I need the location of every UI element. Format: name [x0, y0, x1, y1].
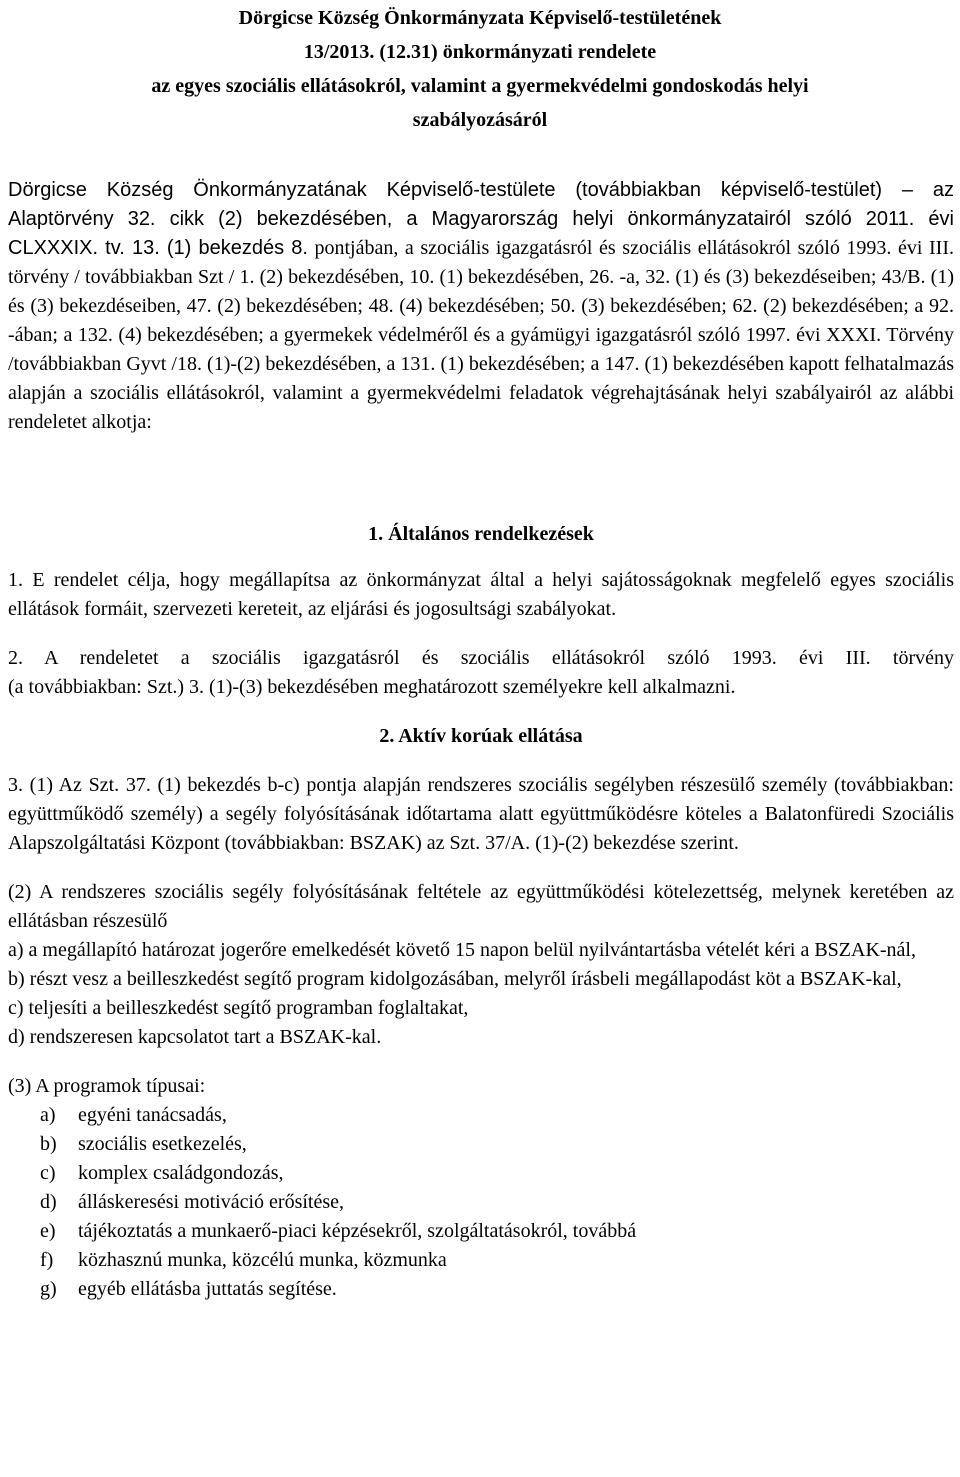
paragraph-2-line-2: (a továbbiakban: Szt.) 3. (1)-(3) bekezdésében meghatározott személyekre kell alkalmazni. [8, 676, 736, 698]
list-item: c) komplex családgondozás, [40, 1162, 284, 1184]
preamble-serif-part: pontjában, a szociális igazgatásról és szociális ellátásokról szóló 1993. évi III. törvény / továbbiakban Szt / 1. (2) bekezdésében, 10. (1) bekezdésében, 26. -a, 32. (1) és (3) bekezdéseiben; 43/B. (1) és (3) bekezdéseiben, 47. (2) bekezdésében; 48. (4) bekezdésében; 50. (3) bekezdésében; 62. (2) bekezdésében; a 92. -ában; a 132. (4) bekezdésében; a gyermekek védelméről és a gyámügyi igazgatásról szóló 1997. évi XXXI. Törvény /továbbiakban Gyvt /18. (1)-(2) bekezdésében, a 131. (1) bekezdésében; a 147. (1) bekezdésében kapott felhatalmazás alapján a szociális ellátásokról, valamint a gyermekvédelmi feladatok végrehajtásának helyi szabályairól az alábbi rendeletet alkotja: [8, 237, 954, 433]
preamble-paragraph [8, 176, 954, 437]
section-2-heading: 2. Aktív korúak ellátása [379, 725, 583, 747]
paragraph-3: 3. (1) Az Szt. 37. (1) bekezdés b-c) pontja alapján rendszeres szociális segélyben részesülő személy (továbbiakban: együttműködő személy) a segély folyósításának időtartama alatt együttműködésre köteles a Balatonfüredi Szociális Alapszolgáltatási Központ (továbbiakban: BSZAK) az Szt. 37/A. (1)-(2) bekezdése szerint. [8, 774, 954, 854]
list-item: e) tájékoztatás a munkaerő-piaci képzésekről, szolgáltatásokról, továbbá [40, 1220, 637, 1242]
program-types-list [8, 1101, 954, 1304]
title-line-1: Dörgicse Község Önkormányzata Képviselő-testületének [238, 7, 722, 29]
document-body [8, 520, 954, 1304]
preamble-sans-part: Dörgicse Község Önkormányzatának Képviselő-testülete (továbbiakban képviselő-testület) – az Alaptörvény 32. cikk (2) bekezdésében, a Magyarország helyi önkormányzatairól szóló 2011. évi CLXXXIX. tv. 13. (1) bekezdés 8. [8, 179, 954, 259]
list-item: g) egyéb ellátásba juttatás segítése. [40, 1278, 337, 1300]
list-item: a) egyéni tanácsadás, [40, 1104, 227, 1126]
paragraph-4-item-b: b) részt vesz a beilleszkedést segítő program kidolgozásában, melyről írásbeli megállapodást köt a BSZAK-kal, [8, 968, 902, 990]
paragraph-4-item-c: c) teljesíti a beilleszkedést segítő programban foglaltakat, [8, 997, 469, 1019]
paragraph-5-intro: (3) A programok típusai: [8, 1075, 206, 1097]
document-title [0, 3, 960, 136]
title-line-4: szabályozásáról [412, 109, 548, 131]
document-page [0, 3, 960, 1477]
preamble [8, 176, 954, 437]
paragraph-2-line-1: 2. A rendeletet a szociális igazgatásról és szociális ellátásokról szóló 1993. évi III. törvény [8, 647, 954, 669]
paragraph-1: 1. E rendelet célja, hogy megállapítsa az önkormányzat által a helyi sajátosságoknak megfelelő egyes szociális ellátások formáit, szervezeti kereteit, az eljárási és jogosultsági szabályokat. [8, 569, 954, 620]
paragraph-4-item-a: a) a megállapító határozat jogerőre emelkedését követő 15 napon belül nyilvántartásba vételét kéri a BSZAK-nál, [8, 939, 916, 961]
title-line-3: az egyes szociális ellátásokról, valamint a gyermekvédelmi gondoskodás helyi [151, 75, 809, 97]
title-line-2: 13/2013. (12.31) önkormányzati rendelete [303, 41, 657, 63]
list-item: b) szociális esetkezelés, [40, 1133, 247, 1155]
section-1-heading: 1. Általános rendelkezések [368, 523, 594, 545]
list-item: d) álláskeresési motiváció erősítése, [40, 1191, 345, 1213]
list-item: f) közhasznú munka, közcélú munka, közmunka [40, 1249, 447, 1271]
paragraph-4-item-d: d) rendszeresen kapcsolatot tart a BSZAK-kal. [8, 1026, 382, 1048]
paragraph-4-intro: (2) A rendszeres szociális segély folyósításának feltétele az együttműködési kötelezettség, melynek keretében az ellátásban részesülő [8, 881, 954, 932]
